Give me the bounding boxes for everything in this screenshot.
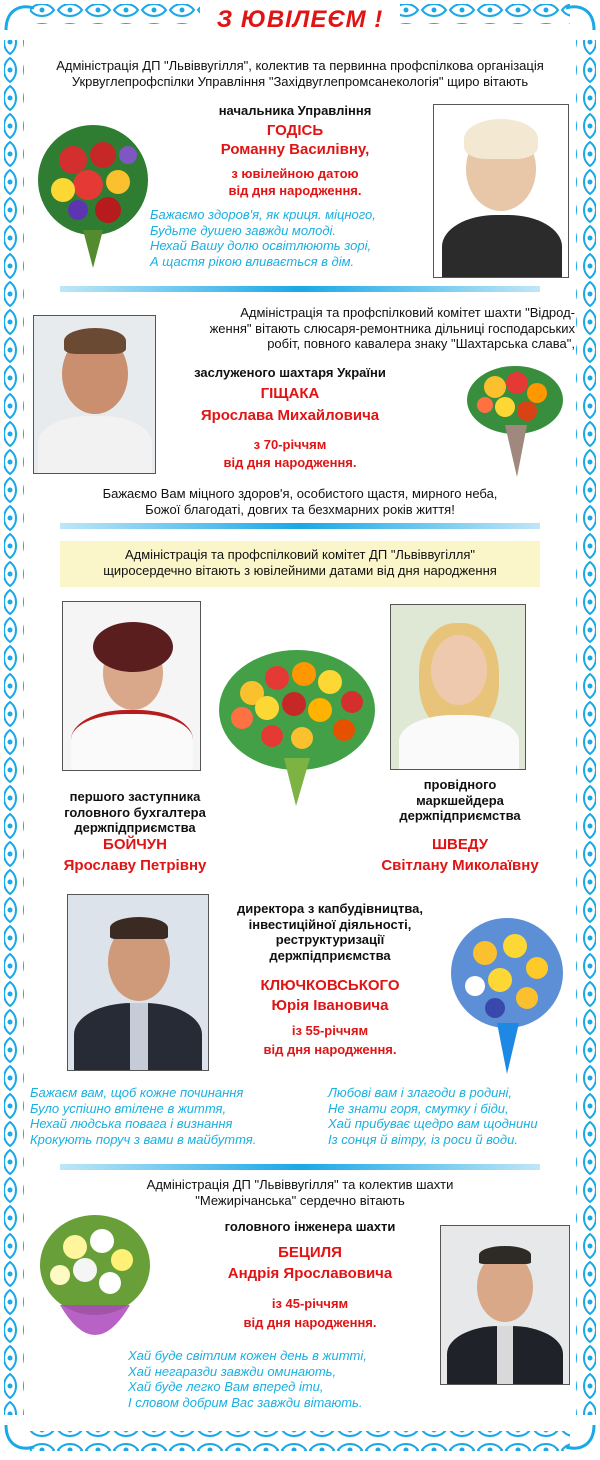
- occasion-line: із 45-річчям: [271, 1296, 349, 1311]
- role-text: [40, 789, 230, 836]
- verse-line: Нехай Вашу долю освітлюють зорі,: [150, 238, 372, 254]
- bouquet-image: [212, 638, 382, 808]
- wish-verse: [150, 207, 440, 269]
- role-line: директора з капбудівництва,: [237, 901, 423, 916]
- portrait-photo: [390, 604, 526, 770]
- section5-intro: [30, 1177, 570, 1208]
- portrait-photo: [433, 104, 569, 278]
- occasion-line: від дня народження.: [228, 183, 362, 198]
- verse-line: А щастя рікою вливається в дім.: [150, 253, 355, 269]
- section1-intro: [30, 58, 570, 89]
- portrait-photo: [33, 315, 156, 474]
- section-divider: [60, 286, 540, 292]
- verse-line: Крокують поруч з вами в майбуття.: [30, 1131, 257, 1147]
- verse-line: Бажаємо здоров'я, як криця. міцного,: [150, 207, 376, 222]
- honoree-given-name: Світлану Миколаївну: [381, 857, 539, 874]
- page-title: З ЮВІЛЕЄМ !: [216, 6, 384, 33]
- wish-verse: [30, 1085, 310, 1147]
- verse-line: Нехай людська повага і визнання: [30, 1116, 233, 1132]
- honoree-given-name: Ярослава Михайловича: [200, 407, 380, 424]
- verse-line: Хай негаразди завжди оминають,: [128, 1363, 337, 1379]
- wish-text: [30, 486, 570, 517]
- honoree-given-name: Андрія Ярославовича: [227, 1265, 393, 1282]
- bouquet-image: [445, 908, 570, 1078]
- intro-line: ження" вітають слюсаря-ремонтника дільниці господарських: [209, 320, 575, 336]
- verse-line: Із сонця й вітру, із роси й води.: [328, 1131, 518, 1147]
- role-line: держпідприємства: [399, 808, 521, 824]
- occasion-line: з ювілейною датою: [231, 166, 359, 181]
- occasion-line: з 70-річчям: [253, 437, 327, 452]
- verse-line: Хай прибуває щедро вам щоднини: [328, 1116, 538, 1132]
- intro-line: Укрвуглепрофспілки Управління "Західвуглепромсанекологія" щиро вітають: [71, 73, 529, 89]
- role-line: головного бухгалтера: [64, 804, 206, 820]
- intro-line: робіт, повного кавалера знаку "Шахтарська слава",: [267, 336, 575, 352]
- bouquet-image: [455, 355, 570, 480]
- role-text: начальника Управління: [218, 103, 372, 118]
- verse-line: Будьте душею завжди молоді.: [150, 222, 337, 238]
- section-divider: [60, 1164, 540, 1170]
- occasion-line: від дня народження.: [223, 455, 357, 470]
- honoree-surname: КЛЮЧКОВСЬКОГО: [260, 977, 400, 994]
- verse-line: Не знати горя, смутку і біди,: [328, 1100, 509, 1116]
- banner-line: щиросердечно вітають з ювілейними датами від дня народження: [103, 562, 497, 578]
- intro-line: Адміністрація та профспілковий комітет шахти "Відрод-: [240, 305, 575, 320]
- role-line: провідного: [423, 777, 497, 792]
- role-line: інвестиційної діяльності,: [248, 916, 412, 932]
- section2-intro: [175, 305, 575, 352]
- role-text: головного інженера шахти: [224, 1219, 396, 1234]
- role-line: першого заступника: [69, 789, 201, 804]
- verse-line: Хай буде легко Вам вперед іти,: [128, 1379, 324, 1395]
- wish-verse: [128, 1348, 428, 1410]
- occasion-line: від дня народження.: [243, 1315, 377, 1330]
- role-line: держпідприємства: [74, 820, 196, 836]
- banner-text: [60, 547, 540, 578]
- verse-line: І словом добрим Вас завжди вітають.: [128, 1394, 363, 1410]
- honoree-given-name: Юрія Івановича: [271, 997, 389, 1014]
- role-line: реструктуризації: [275, 932, 385, 948]
- verse-line: Було успішно втілене в життя,: [30, 1100, 227, 1116]
- wish-line: Божої благодаті, довгих та безхмарних років життя!: [145, 501, 455, 517]
- portrait-photo: [440, 1225, 570, 1385]
- intro-line: "Межирічанська" сердечно вітають: [195, 1192, 405, 1208]
- verse-line: Бажаєм вам, щоб кожне починання: [30, 1085, 244, 1100]
- honoree-given-name: Романну Василівну,: [220, 141, 370, 158]
- section-divider: [60, 523, 540, 529]
- intro-line: Адміністрація ДП "Львіввугілля" та колектив шахти: [146, 1177, 454, 1192]
- role-text: [365, 777, 555, 824]
- banner-line: Адміністрація та профспілковий комітет ДП "Львіввугілля": [124, 547, 476, 562]
- honoree-surname: ГОДІСЬ: [266, 122, 324, 139]
- role-text: [225, 901, 435, 963]
- occasion-line: від дня народження.: [263, 1042, 397, 1057]
- role-line: маркшейдера: [416, 792, 504, 808]
- honoree-surname: ГІЩАКА: [260, 385, 320, 402]
- portrait-photo: [62, 601, 201, 771]
- honoree-surname: ШВЕДУ: [431, 836, 489, 853]
- bouquet-image: [28, 110, 158, 270]
- portrait-photo: [67, 894, 209, 1071]
- role-line: держпідприємства: [269, 947, 391, 963]
- honoree-surname: БЕЦИЛЯ: [278, 1244, 342, 1261]
- occasion-line: із 55-річчям: [291, 1023, 369, 1038]
- wish-verse: [328, 1085, 588, 1147]
- wish-line: Бажаємо Вам міцного здоров'я, особистого щастя, мирного неба,: [102, 486, 498, 501]
- honoree-given-name: Ярославу Петрівну: [63, 857, 207, 874]
- honoree-surname: БОЙЧУН: [103, 836, 167, 853]
- verse-line: Хай буде світлим кожен день в житті,: [128, 1348, 367, 1363]
- verse-line: Любові вам і злагоди в родині,: [328, 1085, 513, 1100]
- role-text: заслуженого шахтаря України: [194, 365, 386, 380]
- intro-line: Адміністрація ДП "Львіввугілля", колектив та первинна профспілкова організація: [56, 58, 544, 73]
- bouquet-image: [30, 1205, 160, 1365]
